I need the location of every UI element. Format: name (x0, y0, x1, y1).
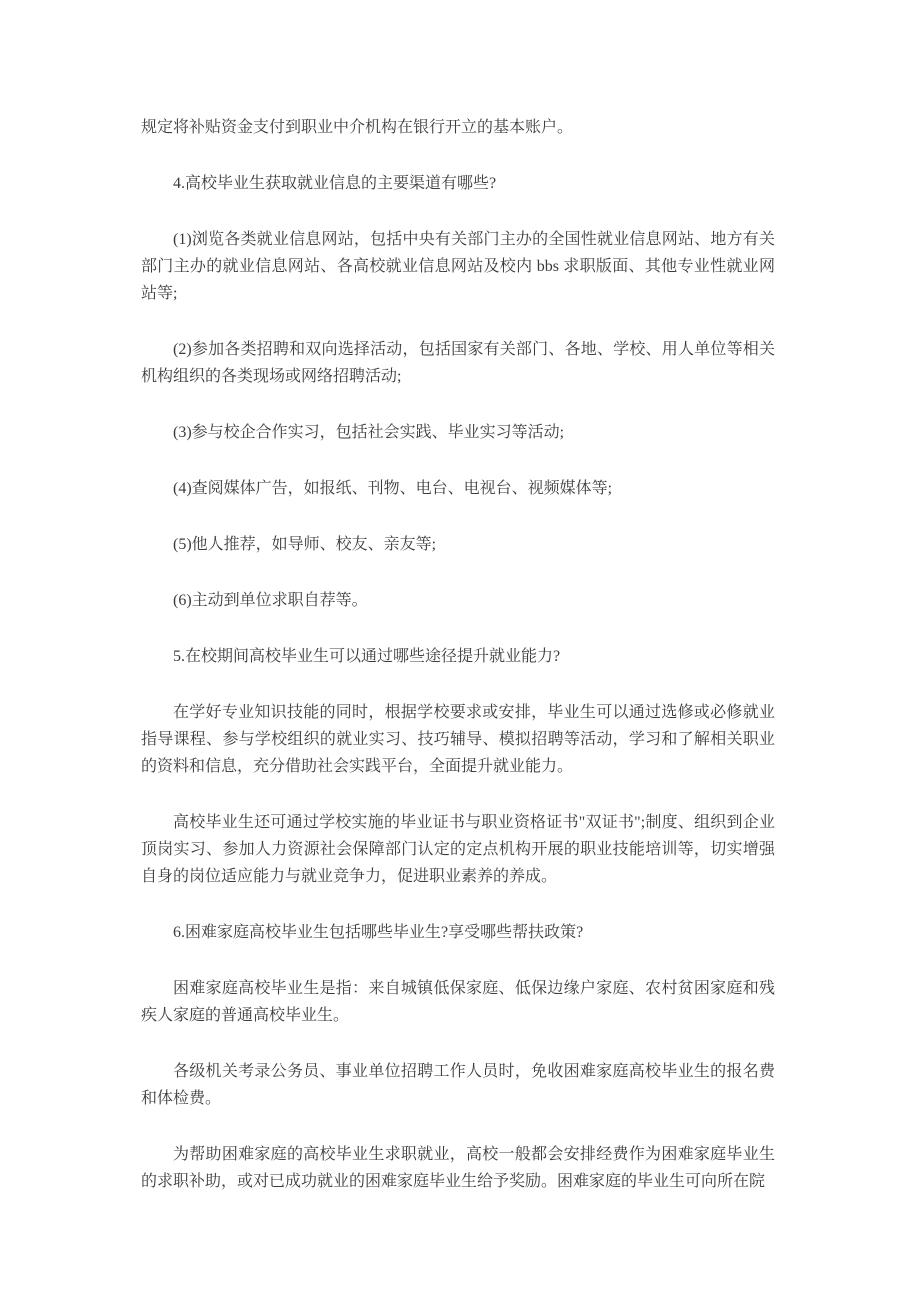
question-heading-5-improve-employability: 5.在校期间高校毕业生可以通过哪些途径提升就业能力? (173, 648, 561, 665)
paragraph-continuation-subsidy-account: 规定将补贴资金支付到职业中介机构在银行开立的基本账户。 (141, 119, 574, 136)
body-paragraph-dual-certificates: 高校毕业生还可通过学校实施的毕业证书与职业资格证书"双证书";制度、组织到企业顶岗实习、参加人力资源社会保障部门认定的定点机构开展的职业技能培训等，切实增强自身的岗位适应能力与就业竞争力，促进职业素养的养成。 (141, 814, 775, 885)
document-text-block (141, 114, 775, 1195)
body-paragraph-disadvantaged-definition: 困难家庭高校毕业生是指：来自城镇低保家庭、低保边缘户家庭、农村贫困家庭和残疾人家庭的普通高校毕业生。 (141, 980, 775, 1024)
body-paragraph-fee-waiver: 各级机关考录公务员、事业单位招聘工作人员时，免收困难家庭高校毕业生的报名费和体检费。 (141, 1063, 775, 1107)
question-heading-4-job-info-channels: 4.高校毕业生获取就业信息的主要渠道有哪些? (173, 175, 497, 192)
body-paragraph-job-seeking-subsidy: 为帮助困难家庭的高校毕业生求职就业，高校一般都会安排经费作为困难家庭毕业生的求职补助，或对已成功就业的困难家庭毕业生给予奖励。困难家庭的毕业生可向所在院 (141, 1146, 775, 1190)
question-heading-6-disadvantaged-families: 6.困难家庭高校毕业生包括哪些毕业生?享受哪些帮扶政策? (173, 924, 584, 941)
list-item-3-school-enterprise-internship: (3)参与校企合作实习，包括社会实践、毕业实习等活动; (173, 424, 565, 441)
list-item-4-media-ads: (4)查阅媒体广告，如报纸、刊物、电台、电视台、视频媒体等; (173, 480, 613, 497)
body-paragraph-employability-courses: 在学好专业知识技能的同时，根据学校要求或安排，毕业生可以通过选修或必修就业指导课程、参与学校组织的就业实习、技巧辅导、模拟招聘等活动，学习和了解相关职业的资料和信息，充分借助社会实践平台，全面提升就业能力。 (141, 704, 775, 775)
list-item-1-browse-job-websites: (1)浏览各类就业信息网站，包括中央有关部门主办的全国性就业信息网站、地方有关部门主办的就业信息网站、各高校就业信息网站及校内 bbs 求职版面、其他专业性就业网站等; (141, 231, 775, 302)
list-item-2-attend-job-fairs: (2)参加各类招聘和双向选择活动，包括国家有关部门、各地、学校、用人单位等相关机构组织的各类现场或网络招聘活动; (141, 341, 775, 385)
list-item-5-referrals: (5)他人推荐，如导师、校友、亲友等; (173, 536, 437, 553)
list-item-6-self-recommendation: (6)主动到单位求职自荐等。 (173, 592, 368, 609)
